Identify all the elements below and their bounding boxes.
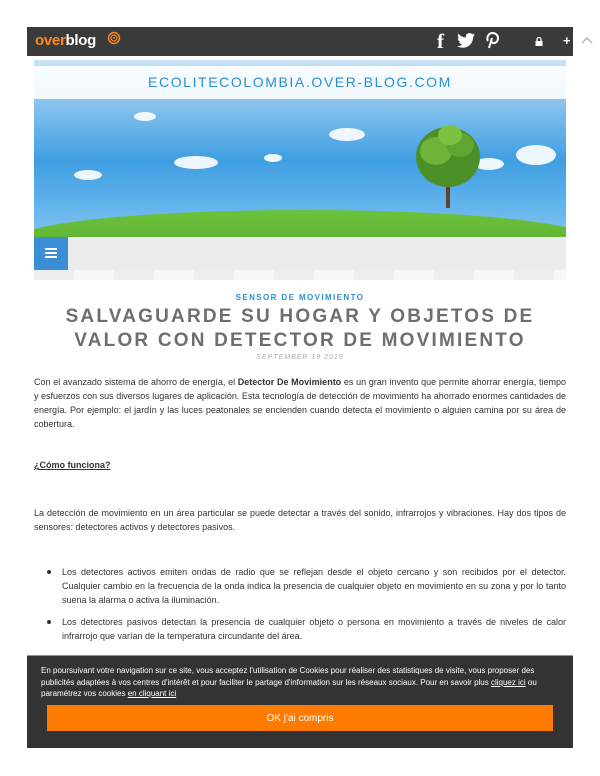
list-item (62, 615, 566, 643)
header-reflection (34, 270, 566, 280)
article-title[interactable]: SALVAGUARDE SU HOGAR Y OBJETOS DE VALOR CON DETECTOR DE MOVIMIENTO (65, 306, 535, 351)
cookie-text-main: En poursuivant votre navigation sur ce site, vous acceptez l'utilisation de Cookies pour réaliser des statistiques de visite, vous proposer des publicités adaptées à vos centres d'intérêt et pour faciliter le partage d'information sur les réseaux sociaux. Pour en savoir plus (41, 666, 535, 687)
logo-text-over: over (35, 32, 66, 49)
cookie-text (41, 665, 561, 700)
pinterest-icon[interactable] (485, 32, 499, 49)
menu-bar (45, 256, 57, 258)
article-paragraph-detection: La detección de movimiento en un área particular se puede detectar a través del sonido, infrarrojos y vibraciones. Hay dos tipos de sensores: detectores activos y detectores pasivos. (34, 508, 566, 532)
intro-text-continued: es un gran invento que permite ahorrar energía, tiempo y esfuerzos con sus diversos lugares de aplicación. Esta tecnología de detección de movimiento ha ahorrado enormes cantidades de energía. Por ejemplo: el jardín y las luces peatonales se encienden cuando detecta el movimiento o alguien camina por su área de cobertura. (34, 377, 566, 429)
menu-bar (45, 252, 57, 254)
facebook-icon[interactable]: f (437, 29, 444, 53)
bullet-dot (47, 570, 51, 574)
cookie-more-info-link[interactable]: cliquez ici (490, 677, 526, 687)
list-item-text: Los detectores activos emiten ondas de radio que se reflejan desde el objeto cercano y son recibidos por el detector. Cualquier cambio en la frecuencia de la onda indica la presencia de cualquier objeto en movimiento en su zona y por lo tanto suena la alarma o activa la iluminación. (62, 567, 566, 605)
cookie-settings-link[interactable]: en cliquant ici (127, 689, 177, 698)
cookie-accept-button[interactable]: OK j'ai compris (47, 705, 553, 731)
plus-icon[interactable]: + (563, 33, 571, 48)
site-name-banner[interactable]: ECOLITECOLOMBIA.OVER-BLOG.COM (34, 66, 566, 99)
header-cloud (516, 145, 556, 165)
nav-strip (34, 237, 566, 270)
header-tree-image (404, 115, 494, 210)
header-cloud (134, 112, 156, 121)
blog-header (34, 60, 566, 270)
cookie-consent-banner (27, 656, 573, 748)
chevron-up-icon[interactable] (581, 36, 593, 44)
twitter-icon[interactable] (457, 33, 475, 48)
overblog-topbar (27, 27, 573, 56)
article-paragraph-intro (34, 375, 566, 431)
overblog-logo[interactable] (35, 32, 96, 49)
cookie-text-middle: ou paramétrez vos cookies (41, 677, 537, 698)
article-category[interactable]: SENSOR DE MOVIMIENTO (235, 293, 365, 302)
article-date: SEPTEMBER 19 2019 (256, 354, 344, 361)
intro-bold-text: Detector De Movimiento (237, 377, 342, 387)
article-subheading: ¿Cómo funciona? (34, 460, 111, 470)
hamburger-menu-button[interactable] (34, 237, 68, 270)
header-cloud (329, 128, 365, 141)
list-item-text: Los detectores pasivos detectan la presencia de cualquier objeto o persona en movimiento a través de niveles de calor infrarrojo que varían de la temperatura circundante del área. (62, 617, 566, 641)
menu-bar (45, 248, 57, 250)
header-cloud (174, 156, 218, 169)
lock-icon[interactable] (535, 37, 543, 46)
header-cloud (264, 154, 282, 162)
list-item (62, 565, 566, 607)
intro-text: Con el avanzado sistema de ahorro de energía, el (34, 377, 238, 387)
logo-swirl-icon (107, 31, 121, 45)
header-cloud (74, 170, 102, 180)
logo-text-blog: blog (65, 32, 96, 49)
bullet-dot (47, 620, 51, 624)
